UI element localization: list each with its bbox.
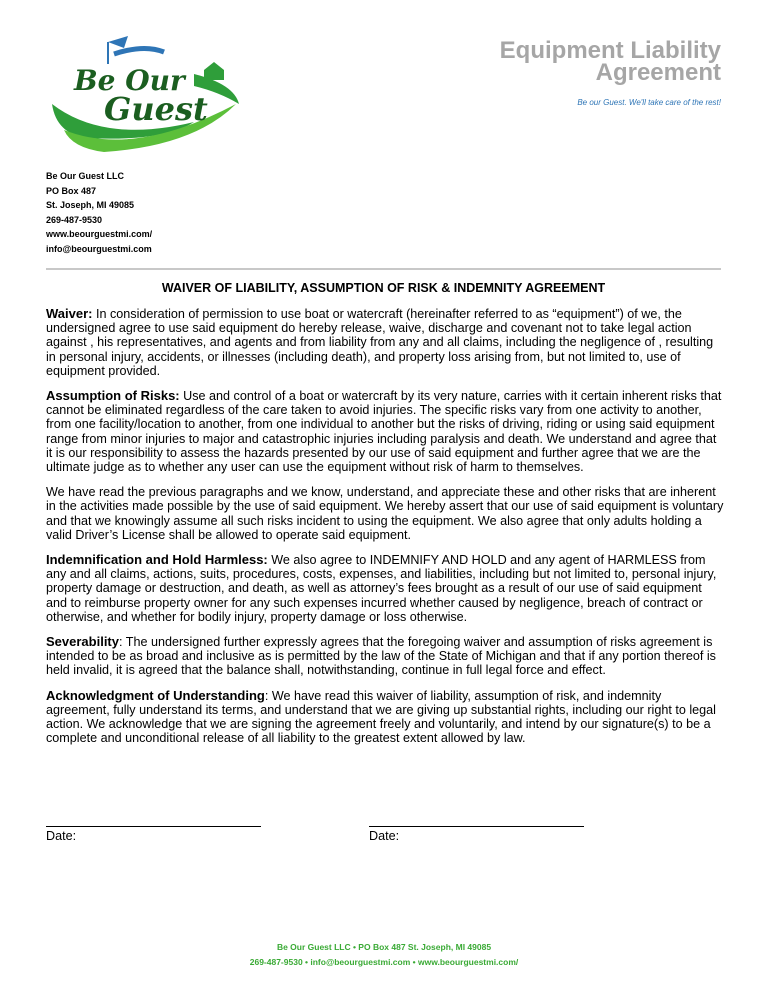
- document-title: [499, 37, 721, 86]
- phone: 269-487-9530: [46, 214, 103, 225]
- signature-block-2: [369, 826, 584, 843]
- footer-line2: 269-487-9530 • info@beourguestmi.com • www.beourguestmi.com/: [249, 957, 519, 967]
- date-label-2: Date:: [369, 829, 400, 843]
- agreement-body: [46, 307, 724, 756]
- city-line: St. Joseph, MI 49085: [46, 200, 135, 210]
- header-divider: [46, 268, 721, 270]
- company-logo: [44, 34, 244, 156]
- severability-text: : The undersigned further expressly agrees that the foregoing waiver and assumption of risks agreement is intended to be as broad and inclusive as is permitted by the law of the State of Michigan and that if any portion thereof is held invalid, it is agreed that the balance shall, notwithstanding, continue in full legal force and effect.: [46, 635, 716, 678]
- waiver-title: Waiver:: [46, 306, 93, 321]
- risks-title: Assumption of Risks:: [46, 388, 180, 404]
- tagline: Be our Guest. We'll take care of the rest!: [577, 98, 721, 107]
- indemnification-paragraph: [46, 553, 724, 624]
- waiver-text: In consideration of permission to use boat or watercraft (hereinafter referred to as “equipment”) of we, the undersigned agree to use said equipment do hereby release, waive, discharge and covenant not to take legal action against , his representatives, and agents and from liability from any and all claims, including the negligence of , resulting in personal injury, accidents, or illnesses (including death), and property loss arising from, but not limited to, use of equipment provided.: [46, 307, 714, 378]
- date-label-1: Date:: [46, 829, 77, 843]
- logo-text-line2: Guest: [104, 90, 208, 128]
- logo-text-line1: Be Our: [74, 64, 185, 97]
- risks-text: Use and control of a boat or watercraft by its very nature, carries with it certain inherent risks that cannot be eliminated regardless of the care taken to avoid injuries. The specific risks vary from one activity to another, from one facility/location to another, from one individual to another but the risks of driving, riding or using said equipment range from minor injuries to major and catastrophic injuries including paralysis and death. We understand and agree that it is our responsibility to assess the hazards presented by our use of said equipment and further agree that we are the ultimate judge as to whether any user can use the equipment without risk of harm to themselves.: [46, 389, 722, 475]
- waiver-paragraph: [46, 307, 724, 378]
- signature-block-1: [46, 826, 261, 843]
- indemnification-text: We also agree to INDEMNIFY AND HOLD and any agent of HARMLESS from any and all claims, actions, suits, procedures, costs, expenses, and liabilities, including but not limited to, personal injury, property damage or destruction, and death, as well as attorney’s fees brought as a result of our use of said equipment and to reimburse property owner for any such expenses incurred whether caused by negligence, breach of contract or otherwise, and whether for bodily injury, property damage or loss otherwise.: [46, 553, 717, 624]
- footer-line1: Be Our Guest LLC • PO Box 487 St. Joseph, MI 49085: [276, 942, 492, 952]
- agreement-heading: WAIVER OF LIABILITY, ASSUMPTION OF RISK & INDEMNITY AGREEMENT: [161, 281, 606, 295]
- website-link[interactable]: www.beourguestmi.com/: [46, 229, 153, 239]
- severability-paragraph: [46, 635, 724, 678]
- page-footer: [0, 940, 768, 970]
- signature-line-1[interactable]: [46, 826, 261, 827]
- email-link[interactable]: info@beourguestmi.com: [46, 243, 152, 254]
- title-line1: Equipment Liability: [499, 37, 721, 64]
- acknowledgment-text: : We have read this waiver of liability, assumption of risk, and indemnity agreement, fully understand its terms, and understand that we are giving up substantial rights, including our right to legal action. We acknowledge that we are signing the agreement freely and voluntarily, and intend by our signature(s) to be a complete and unconditional release of all liability to the greatest extent allowed by law.: [46, 688, 716, 746]
- company-name: Be Our Guest LLC: [46, 171, 125, 181]
- acknowledgment-paragraph: [46, 689, 724, 746]
- risks-paragraph: [46, 389, 724, 474]
- company-address: [46, 169, 152, 256]
- acknowledgment-title: Acknowledgment of Understanding: [46, 687, 265, 703]
- signature-line-2[interactable]: [369, 826, 584, 827]
- po-box: PO Box 487: [46, 185, 97, 196]
- title-line2: Agreement: [595, 59, 721, 86]
- severability-title: Severability: [46, 634, 119, 650]
- read-paragraph: We have read the previous paragraphs and we know, understand, and appreciate these and other risks that are inherent in the activities made possible by the use of said equipment. We hereby assert that our use of said equipment is voluntary and that we knowingly assume all such risks incident to using the equipment. We also agree that only adults holding a valid Driver’s License shall be allowed to operate said equipment.: [46, 485, 724, 542]
- indemnification-title: Indemnification and Hold Harmless:: [46, 552, 268, 568]
